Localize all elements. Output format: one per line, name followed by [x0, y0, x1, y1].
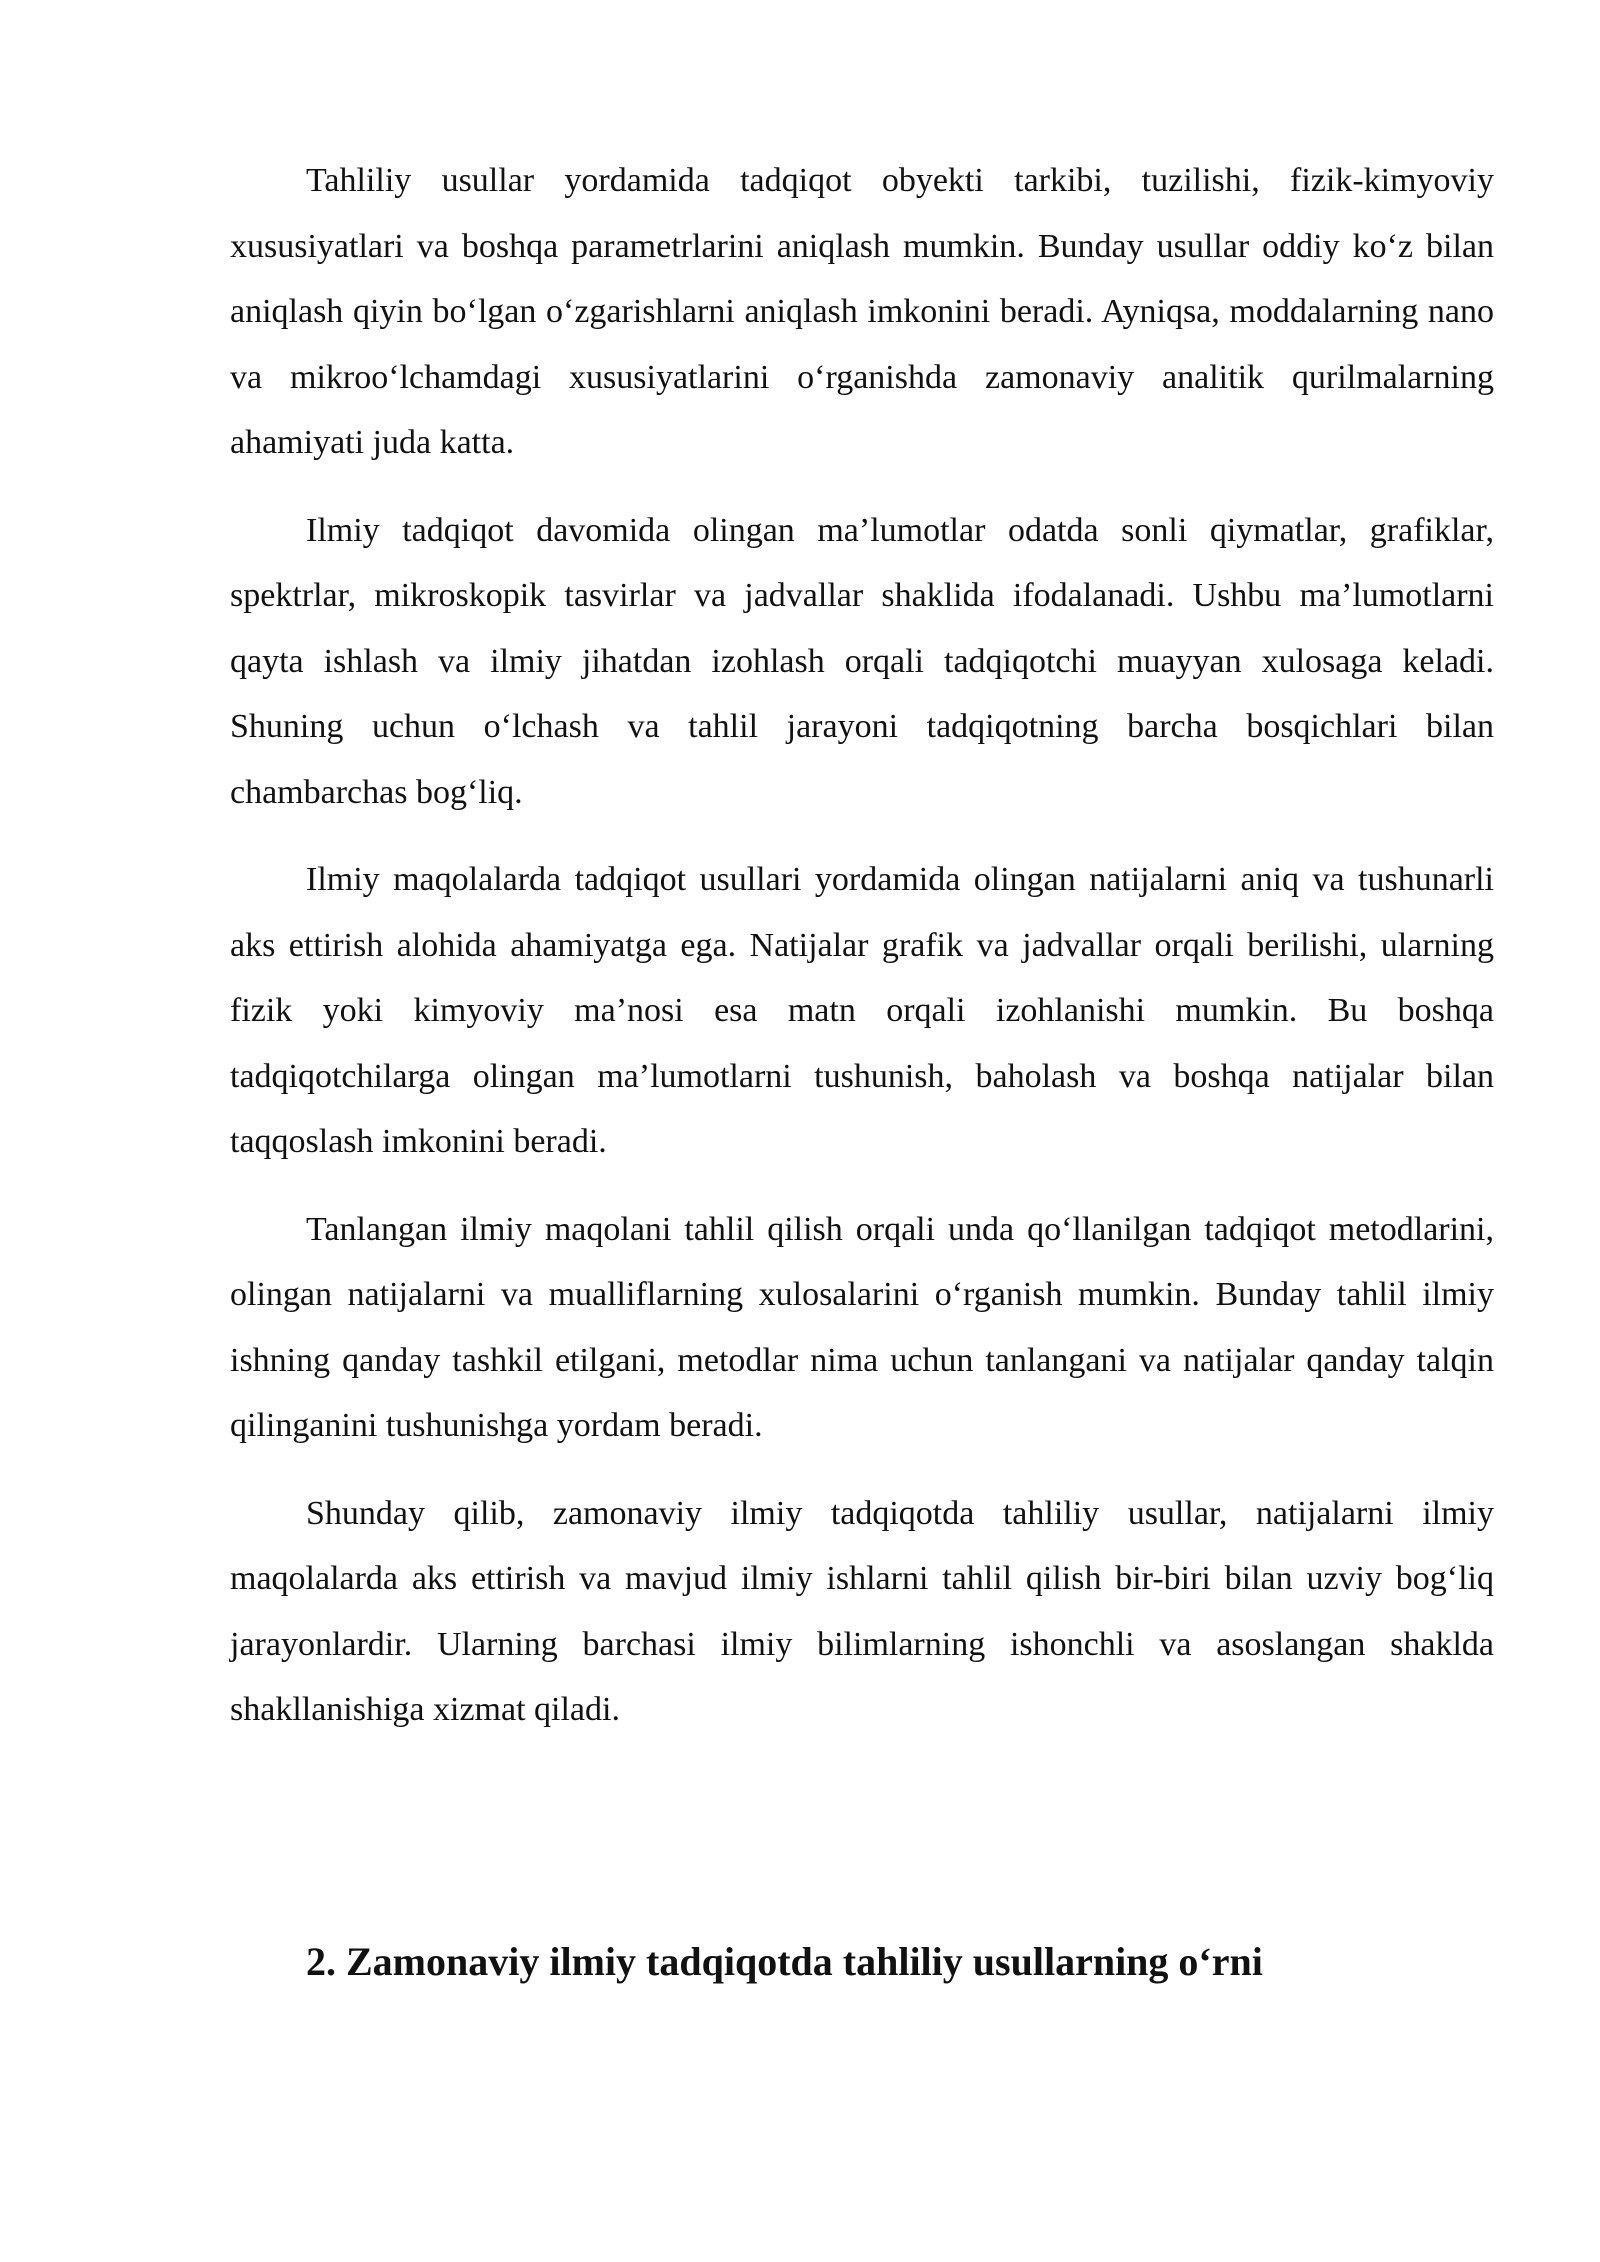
body-text — [230, 148, 1494, 1765]
paragraph-1: Tahliliy usullar yordamida tadqiqot obyekti tarkibi, tuzilishi, fizik-kimyoviy xususiyatlari va boshqa parametrlarini aniqlash mumkin. Bunday usullar oddiy koʻz bilan aniqlash qiyin boʻlgan oʻzgarishlarni aniqlash imkonini beradi. Ayniqsa, moddalarning nano va mikrooʻlchamdagi xususiyatlarini oʻrganishda zamonaviy analitik qurilmalarning ahamiyati juda katta. — [230, 162, 1494, 461]
paragraph-4: Tanlangan ilmiy maqolani tahlil qilish orqali unda qoʻllanilgan tadqiqot metodlarini, olingan natijalarni va mualliflarning xulosalarini oʻrganish mumkin. Bunday tahlil ilmiy ishning qanday tashkil etilgani, metodlar nima uchun tanlangani va natijalar qanday talqin qilinganini tushunishga yordam beradi. — [230, 1210, 1494, 1444]
section-heading: 2. Zamonaviy ilmiy tadqiqotda tahliliy usullarning oʻrni — [306, 1939, 1263, 1984]
paragraph-3: Ilmiy maqolalarda tadqiqot usullari yordamida olingan natijalarni aniq va tushunarli aks ettirish alohida ahamiyatga ega. Natijalar grafik va jadvallar orqali berilishi, ularning fizik yoki kimyoviy ma’nosi esa matn orqali izohlanishi mumkin. Bu boshqa tadqiqotchilarga olingan ma’lumotlarni tushunish, baholash va boshqa natijalar bilan taqqoslash imkonini beradi. — [230, 861, 1494, 1160]
paragraph-2: Ilmiy tadqiqot davomida olingan ma’lumotlar odatda sonli qiymatlar, grafiklar, spektrlar, mikroskopik tasvirlar va jadvallar shaklida ifodalanadi. Ushbu ma’lumotlarni qayta ishlash va ilmiy jihatdan izohlash orqali tadqiqotchi muayyan xulosaga keladi. Shuning uchun oʻlchash va tahlil jarayoni tadqiqotning barcha bosqichlari bilan chambarchas bogʻliq. — [230, 511, 1494, 811]
paragraph-5: Shunday qilib, zamonaviy ilmiy tadqiqotda tahliliy usullar, natijalarni ilmiy maqolalarda aks ettirish va mavjud ilmiy ishlarni tahlil qilish bir-biri bilan uzviy bogʻliq jarayonlardir. Ularning barchasi ilmiy bilimlarning ishonchli va asoslangan shaklda shakllanishiga xizmat qiladi. — [230, 1494, 1494, 1728]
